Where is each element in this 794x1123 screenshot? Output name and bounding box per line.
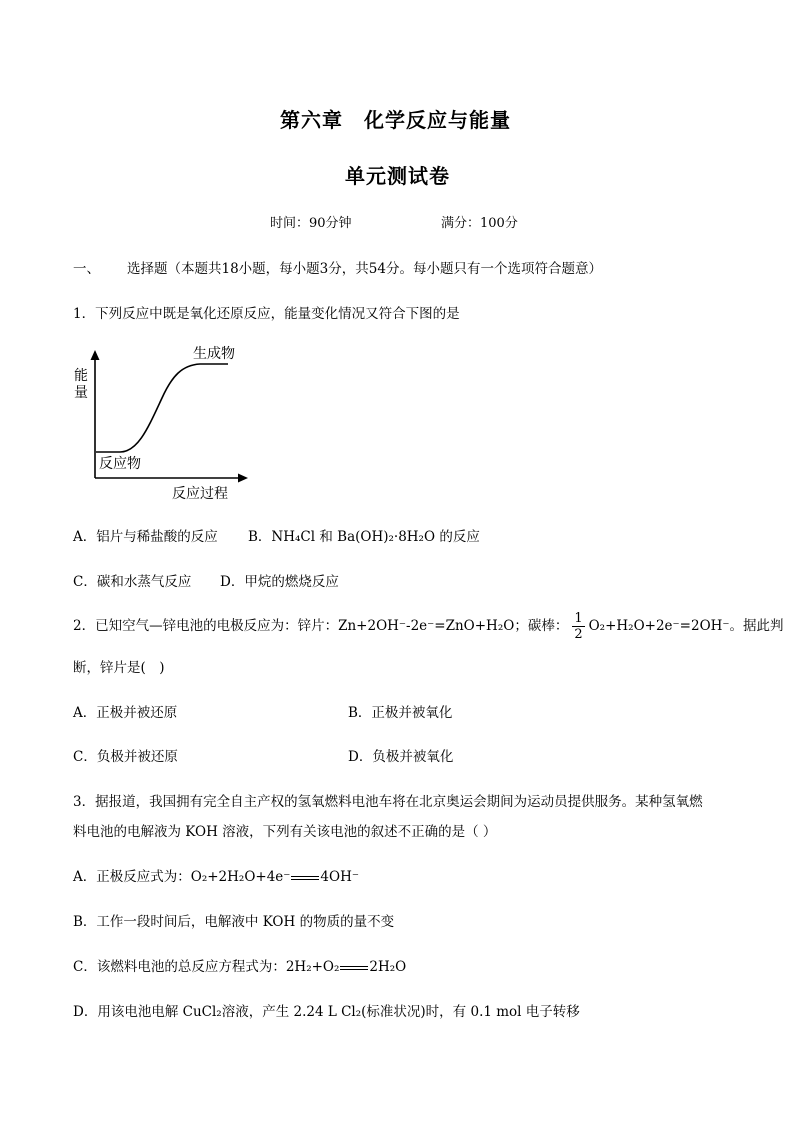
q3-option-c-right: 2H₂O xyxy=(369,959,407,975)
q3-option-a-right: 4OH⁻ xyxy=(320,869,359,885)
q1-stem: 1．下列反应中既是氧化还原反应，能量变化情况又符合下图的是 xyxy=(73,306,460,322)
q1-option-c: C．碳和水蒸气反应 xyxy=(73,574,192,590)
half-fraction xyxy=(572,611,584,642)
product-label: 生成物 xyxy=(193,346,235,362)
energy-curve xyxy=(96,364,228,452)
q3-option-c xyxy=(73,955,406,975)
equals-sign xyxy=(291,876,319,880)
score-label: 满分：100分 xyxy=(441,216,518,231)
q1-option-d: D．甲烷的燃烧反应 xyxy=(220,574,339,590)
q2-option-a: A．正极并被还原 xyxy=(73,705,178,721)
q2-option-b: B．正极并被氧化 xyxy=(348,705,453,721)
q3-stem-line1: 3．据报道，我国拥有完全自主产权的氢氧燃料电池车将在北京奥运会期间为运动员提供服务。某种氢氧燃 xyxy=(73,794,703,810)
x-axis-label: 反应过程 xyxy=(172,486,228,502)
q1-option-a: A．铝片与稀盐酸的反应 xyxy=(73,529,218,545)
q2-stem-line1 xyxy=(73,611,784,642)
y-axis-label: 能 量 xyxy=(74,368,88,401)
q2-option-d: D．负极并被氧化 xyxy=(348,749,454,765)
fraction-numerator: 1 xyxy=(574,611,583,626)
fraction-denominator: 2 xyxy=(574,627,583,642)
q1-option-b: B．NH₄Cl 和 Ba(OH)₂·8H₂O 的反应 xyxy=(248,529,480,545)
q3-option-a xyxy=(73,865,359,885)
page-subtitle: 单元测试卷 xyxy=(345,164,450,188)
x-axis-arrow-icon xyxy=(238,474,248,483)
q2-option-c: C．负极并被还原 xyxy=(73,749,178,765)
chapter-title: 第六章 化学反应与能量 xyxy=(280,108,511,132)
equals-sign xyxy=(340,966,368,970)
q2-stem-part2: O₂+H₂O+2e⁻=2OH⁻。据此判 xyxy=(588,618,784,634)
q3-stem-line2: 料电池的电解液为 KOH 溶液，下列有关该电池的叙述不正确的是（ ） xyxy=(73,824,497,840)
q3-option-b: B．工作一段时间后，电解液中 KOH 的物质的量不变 xyxy=(73,914,395,930)
q2-stem-line2: 断，锌片是( ) xyxy=(73,660,165,676)
reactant-label: 反应物 xyxy=(99,456,141,472)
section-number: 一、 xyxy=(73,261,100,277)
q2-stem-part1: 2．已知空气—锌电池的电极反应为：锌片：Zn+2OH⁻-2e⁻=ZnO+H₂O；碳棒： xyxy=(73,618,569,634)
q3-option-c-left: C．该燃料电池的总反应方程式为：2H₂+O₂ xyxy=(73,959,340,975)
time-label: 时间：90分钟 xyxy=(270,216,352,231)
section-title: 选择题（本题共18小题，每小题3分，共54分。每小题只有一个选项符合题意） xyxy=(127,261,602,277)
q3-option-a-left: A．正极反应式为：O₂+2H₂O+4e⁻ xyxy=(73,869,291,885)
q3-option-d: D．用该电池电解 CuCl₂溶液，产生 2.24 L Cl₂(标准状况)时，有 0.1 mol 电子转移 xyxy=(73,1004,580,1020)
energy-diagram xyxy=(68,340,258,505)
y-axis-arrow-icon xyxy=(91,350,100,360)
